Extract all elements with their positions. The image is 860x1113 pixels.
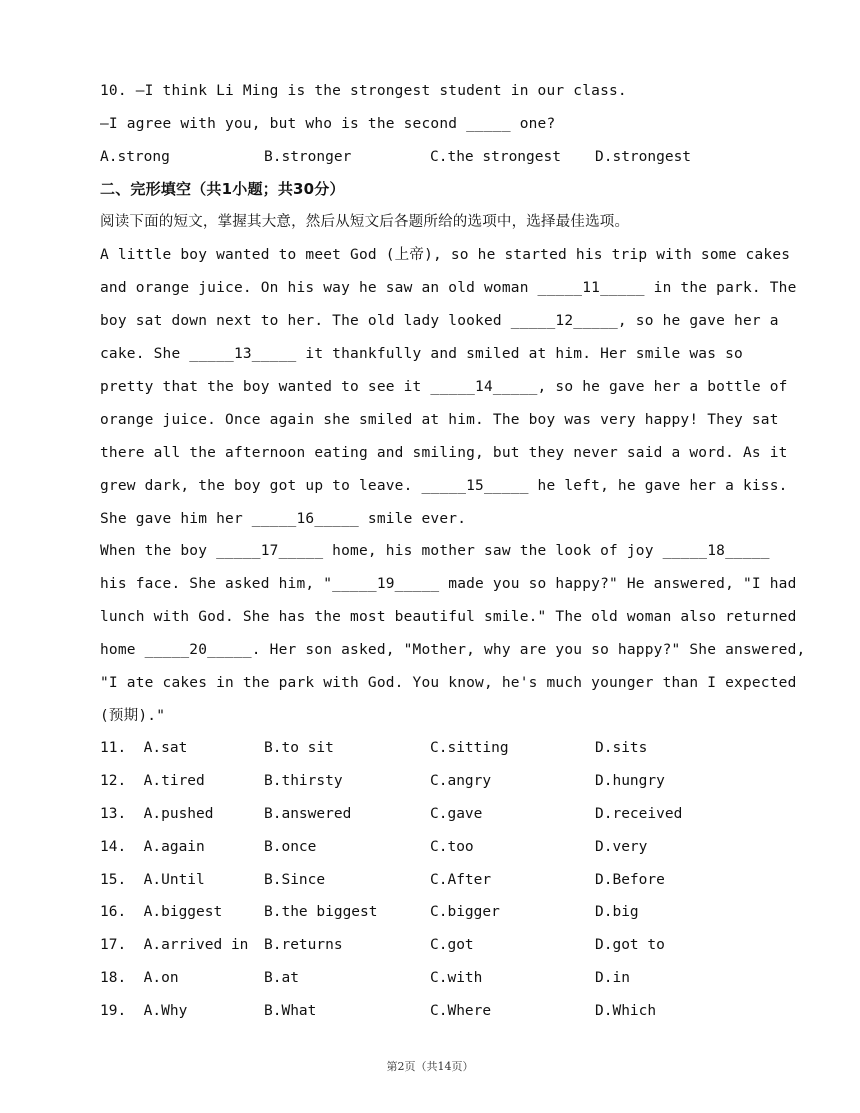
option-a: 16. A.biggest	[100, 904, 223, 920]
option-b: B.to sit	[264, 740, 334, 756]
passage-line: (预期)."	[100, 708, 166, 724]
section-instruction: 阅读下面的短文，掌握其大意，然后从短文后各题所给的选项中，选择最佳选项。	[100, 214, 630, 230]
q10-option-a: A.strong	[100, 149, 170, 165]
passage-line: his face. She asked him, "_____19_____ made you so happy?" He answered, "I had	[100, 576, 797, 592]
option-a: 12. A.tired	[100, 773, 205, 789]
passage-line: When the boy _____17_____ home, his mother saw the look of joy _____18_____	[100, 543, 770, 559]
option-b: B.answered	[264, 806, 352, 822]
passage-line: lunch with God. She has the most beautiful smile." The old woman also returned	[100, 609, 797, 625]
option-c: C.got	[430, 937, 474, 953]
option-a: 11. A.sat	[100, 740, 188, 756]
option-b: B.at	[264, 970, 299, 986]
q10-stem: 10. —I think Li Ming is the strongest student in our class.	[100, 83, 627, 99]
q10-option-d: D.strongest	[595, 149, 692, 165]
passage-line: orange juice. Once again she smiled at him. The boy was very happy! They sat	[100, 412, 779, 428]
option-b: B.once	[264, 839, 317, 855]
option-c: C.too	[430, 839, 474, 855]
q10-stem-reply: —I agree with you, but who is the second _____ one?	[100, 116, 556, 132]
q10-option-b: B.stronger	[264, 149, 352, 165]
option-a: 18. A.on	[100, 970, 179, 986]
passage-line: pretty that the boy wanted to see it _____14_____, so he gave her a bottle of	[100, 379, 788, 395]
q10-option-c: C.the strongest	[430, 149, 561, 165]
passage-line: She gave him her _____16_____ smile ever.	[100, 511, 467, 527]
option-a: 14. A.again	[100, 839, 205, 855]
question-row	[100, 837, 820, 857]
option-c: C.angry	[430, 773, 492, 789]
passage-line: cake. She _____13_____ it thankfully and smiled at him. Her smile was so	[100, 346, 743, 362]
passage-line: boy sat down next to her. The old lady looked _____12_____, so he gave her a	[100, 313, 779, 329]
option-a: 19. A.Why	[100, 1003, 188, 1019]
section-heading: 二、完形填空（共1小题；共30分）	[100, 180, 345, 198]
option-a: 15. A.Until	[100, 872, 205, 888]
question-row	[100, 804, 820, 824]
option-d: D.Which	[595, 1003, 657, 1019]
passage-line: and orange juice. On his way he saw an old woman _____11_____ in the park. The	[100, 280, 797, 296]
option-a: 13. A.pushed	[100, 806, 214, 822]
option-b: B.What	[264, 1003, 317, 1019]
option-d: D.Before	[595, 872, 665, 888]
passage-line: "I ate cakes in the park with God. You know, he's much younger than I expected	[100, 675, 797, 691]
question-row	[100, 968, 820, 988]
question-row	[100, 870, 820, 890]
option-c: C.sitting	[430, 740, 509, 756]
question-row	[100, 902, 820, 922]
question-row	[100, 1001, 820, 1021]
option-d: D.hungry	[595, 773, 665, 789]
option-a: 17. A.arrived in	[100, 937, 249, 953]
question-row	[100, 771, 820, 791]
question-row	[100, 935, 820, 955]
page-footer: 第2页（共14页）	[386, 1060, 474, 1073]
option-d: D.in	[595, 970, 630, 986]
option-c: C.After	[430, 872, 492, 888]
passage-line: home _____20_____. Her son asked, "Mother, why are you so happy?" She answered,	[100, 642, 806, 658]
question-row	[100, 738, 820, 758]
passage-line: there all the afternoon eating and smiling, but they never said a word. As it	[100, 445, 788, 461]
option-c: C.gave	[430, 806, 483, 822]
option-d: D.got to	[595, 937, 665, 953]
option-d: D.very	[595, 839, 648, 855]
option-c: C.with	[430, 970, 483, 986]
option-b: B.thirsty	[264, 773, 343, 789]
option-d: D.received	[595, 806, 683, 822]
option-b: B.the biggest	[264, 904, 378, 920]
option-c: C.Where	[430, 1003, 492, 1019]
q10-options	[100, 147, 820, 167]
option-b: B.returns	[264, 937, 343, 953]
option-b: B.Since	[264, 872, 326, 888]
option-c: C.bigger	[430, 904, 500, 920]
option-d: D.sits	[595, 740, 648, 756]
passage-line: A little boy wanted to meet God (上帝), so he started his trip with some cakes	[100, 247, 791, 263]
option-d: D.big	[595, 904, 639, 920]
passage-line: grew dark, the boy got up to leave. _____15_____ he left, he gave her a kiss.	[100, 478, 788, 494]
